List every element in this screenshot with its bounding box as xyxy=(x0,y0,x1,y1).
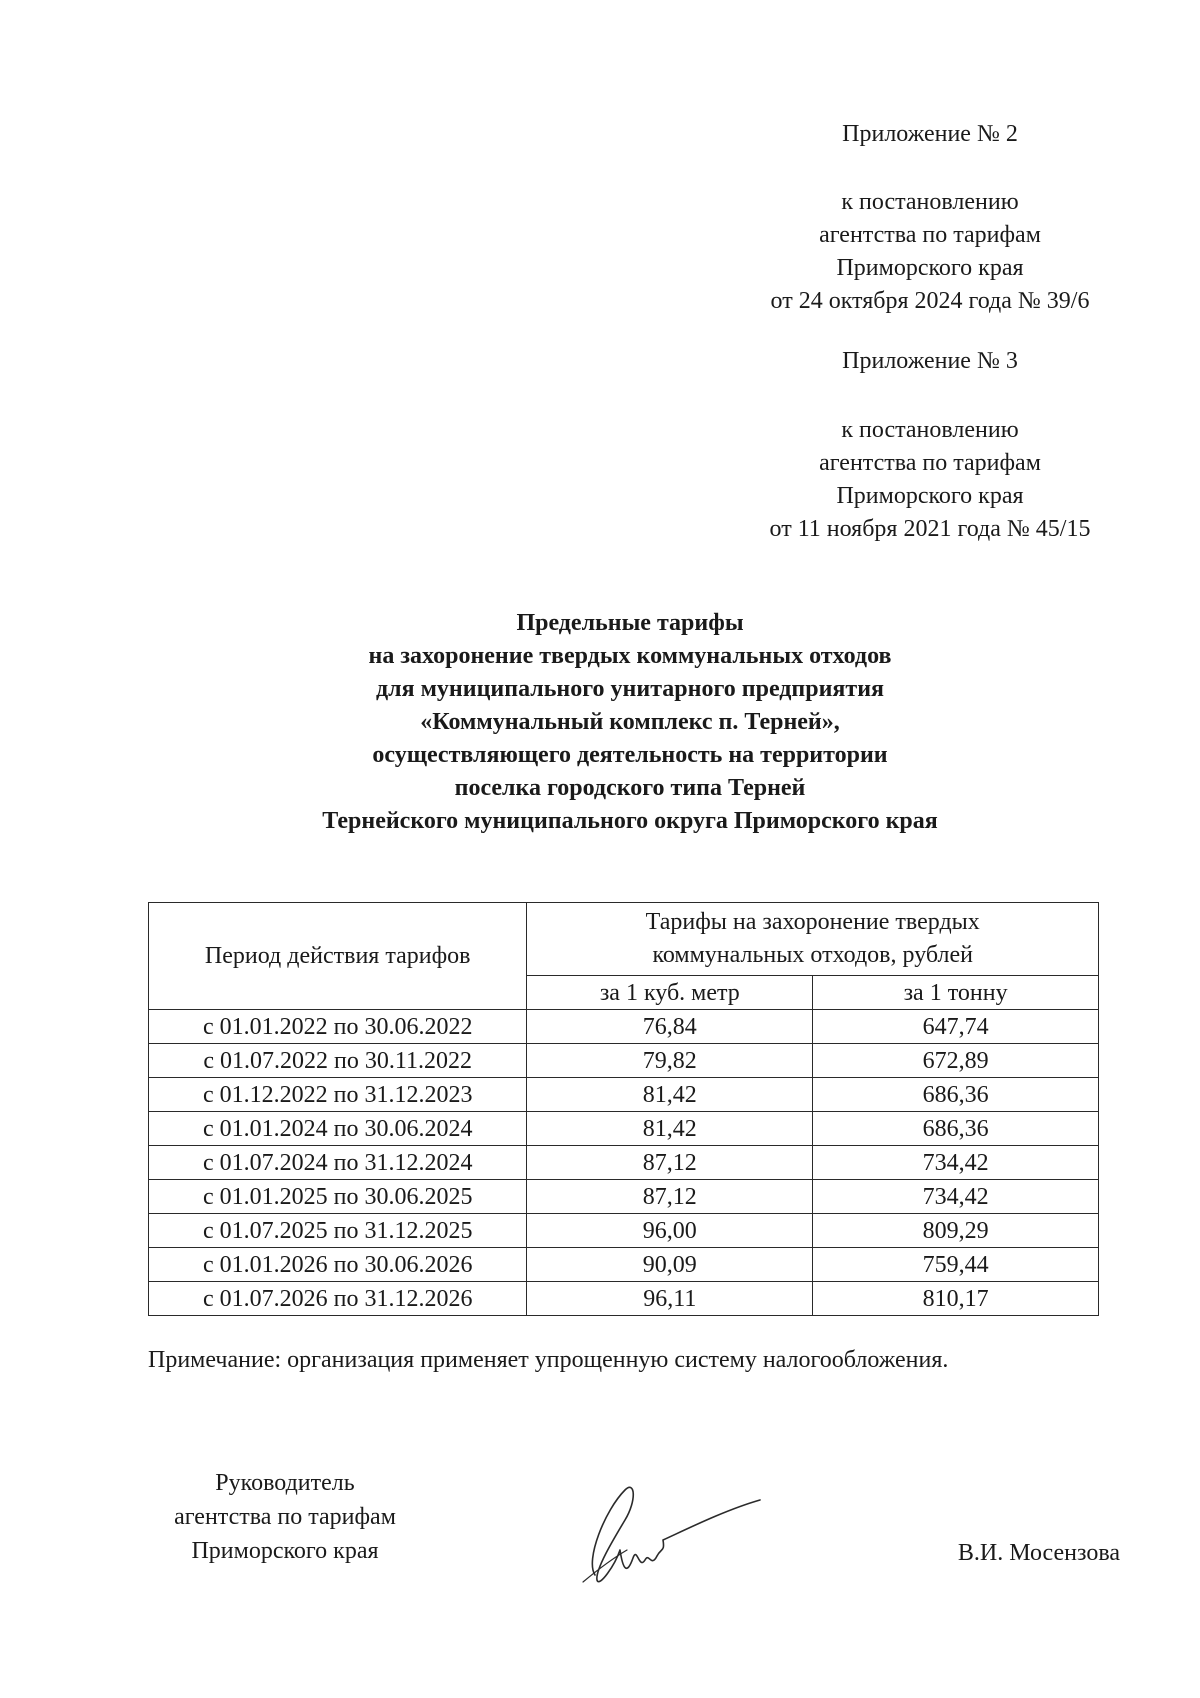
appendix-2-line: Приморского края xyxy=(836,255,1024,281)
table-header-row xyxy=(149,903,1099,976)
title-line: поселка городского типа Терней xyxy=(454,775,806,801)
appendix-3-reference xyxy=(720,414,1140,546)
appendix-3-line: от 11 ноября 2021 года № 45/15 xyxy=(769,516,1091,542)
title-line: осуществляющего деятельность на территории xyxy=(372,742,888,768)
period-cell: с 01.07.2025 по 31.12.2025 xyxy=(149,1214,527,1248)
per-m3-cell: 87,12 xyxy=(527,1146,813,1180)
document-title xyxy=(200,607,1060,838)
per-ton-cell: 672,89 xyxy=(813,1044,1099,1078)
per-ton-cell: 810,17 xyxy=(813,1282,1099,1316)
appendix-2-line: от 24 октября 2024 года № 39/6 xyxy=(770,288,1090,314)
title-line: для муниципального унитарного предприятия xyxy=(375,676,885,702)
table-row xyxy=(149,1044,1099,1078)
per-ton-cell: 686,36 xyxy=(813,1078,1099,1112)
tariff-header-line: Тарифы на захоронение твердых xyxy=(645,909,980,935)
tariff-header-line: коммунальных отходов, рублей xyxy=(652,942,973,968)
handwritten-signature xyxy=(565,1480,765,1600)
per-m3-cell: 96,00 xyxy=(527,1214,813,1248)
per-m3-cell: 96,11 xyxy=(527,1282,813,1316)
appendix-2-line: агентства по тарифам xyxy=(819,222,1041,248)
table-row xyxy=(149,1078,1099,1112)
per-ton-cell: 809,29 xyxy=(813,1214,1099,1248)
period-cell: с 01.01.2025 по 30.06.2025 xyxy=(149,1180,527,1214)
tariff-column-header xyxy=(527,903,1099,976)
per-m3-cell: 81,42 xyxy=(527,1078,813,1112)
appendix-3-title xyxy=(720,345,1140,378)
per-ton-cell: 686,36 xyxy=(813,1112,1099,1146)
title-line: Тернейского муниципального округа Приморского края xyxy=(322,808,938,834)
per-ton-cell: 734,42 xyxy=(813,1146,1099,1180)
per-m3-cell: 90,09 xyxy=(527,1248,813,1282)
table-row xyxy=(149,1010,1099,1044)
tariff-table xyxy=(148,902,1099,1316)
appendix-3-line: агентства по тарифам xyxy=(819,450,1041,476)
per-ton-column-header: за 1 тонну xyxy=(813,976,1099,1010)
per-m3-cell: 76,84 xyxy=(527,1010,813,1044)
appendix-2-line: к постановлению xyxy=(841,189,1019,215)
appendix-3-line: Приморского края xyxy=(836,483,1024,509)
title-line: на захоронение твердых коммунальных отходов xyxy=(368,643,892,669)
per-m3-cell: 87,12 xyxy=(527,1180,813,1214)
per-ton-cell: 734,42 xyxy=(813,1180,1099,1214)
signatory-line: агентства по тарифам xyxy=(174,1504,396,1530)
appendix-2-label: Приложение № 2 xyxy=(842,121,1018,147)
table-row xyxy=(149,1146,1099,1180)
table-row xyxy=(149,1214,1099,1248)
period-cell: с 01.12.2022 по 31.12.2023 xyxy=(149,1078,527,1112)
signatory-line: Руководитель xyxy=(215,1470,355,1496)
title-line: Предельные тарифы xyxy=(516,610,744,636)
appendix-3-label: Приложение № 3 xyxy=(842,348,1018,374)
signatory-line: Приморского края xyxy=(191,1538,379,1564)
table-row xyxy=(149,1248,1099,1282)
period-cell: с 01.01.2024 по 30.06.2024 xyxy=(149,1112,527,1146)
per-m3-cell: 79,82 xyxy=(527,1044,813,1078)
tax-note: Примечание: организация применяет упрощенную систему налогообложения. xyxy=(148,1347,949,1373)
per-ton-cell: 647,74 xyxy=(813,1010,1099,1044)
title-line: «Коммунальный комплекс п. Терней», xyxy=(420,709,840,735)
per-m3-cell: 81,42 xyxy=(527,1112,813,1146)
period-cell: с 01.01.2022 по 30.06.2022 xyxy=(149,1010,527,1044)
period-cell: с 01.07.2024 по 31.12.2024 xyxy=(149,1146,527,1180)
table-row xyxy=(149,1180,1099,1214)
signer-name: В.И. Мосензова xyxy=(957,1540,1120,1566)
per-ton-cell: 759,44 xyxy=(813,1248,1099,1282)
appendix-2-reference xyxy=(720,186,1140,318)
period-cell: с 01.01.2026 по 30.06.2026 xyxy=(149,1248,527,1282)
per-m3-column-header: за 1 куб. метр xyxy=(527,976,813,1010)
table-row xyxy=(149,1112,1099,1146)
appendix-2-title xyxy=(720,118,1140,151)
period-cell: с 01.07.2022 по 30.11.2022 xyxy=(149,1044,527,1078)
period-cell: с 01.07.2026 по 31.12.2026 xyxy=(149,1282,527,1316)
signatory-position xyxy=(140,1466,430,1568)
period-column-header: Период действия тарифов xyxy=(149,903,527,1010)
table-row xyxy=(149,1282,1099,1316)
appendix-3-line: к постановлению xyxy=(841,417,1019,443)
